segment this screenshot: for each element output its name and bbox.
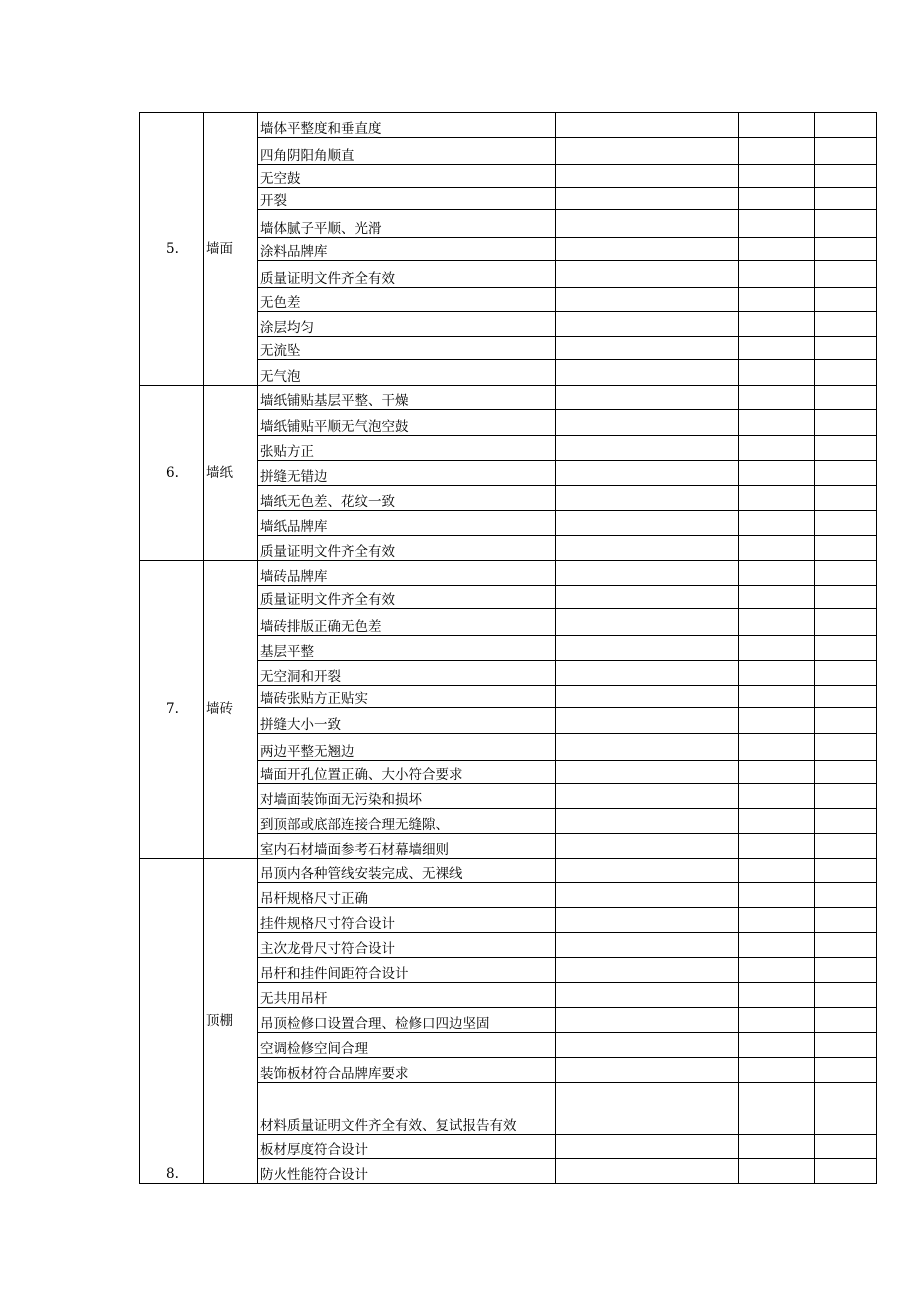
result-cell[interactable]	[556, 238, 739, 261]
check-cell[interactable]	[739, 561, 815, 586]
check-cell[interactable]	[739, 686, 815, 708]
result-cell[interactable]	[556, 461, 739, 486]
inspection-item: 墙纸铺贴基层平整、干燥	[258, 386, 556, 410]
inspection-item: 无流坠	[258, 337, 556, 360]
inspection-item: 无共用吊杆	[258, 983, 556, 1008]
check-cell[interactable]	[739, 113, 815, 138]
result-cell[interactable]	[556, 958, 739, 983]
inspection-item: 无空鼓	[258, 165, 556, 188]
remark-cell[interactable]	[815, 661, 877, 686]
table-row	[140, 859, 877, 883]
check-cell[interactable]	[739, 809, 815, 834]
remark-cell[interactable]	[815, 1159, 877, 1184]
inspection-item: 空调检修空间合理	[258, 1033, 556, 1058]
inspection-item: 质量证明文件齐全有效	[258, 536, 556, 561]
check-cell[interactable]	[739, 238, 815, 261]
section-number: 7.	[140, 561, 204, 859]
remark-cell[interactable]	[815, 761, 877, 784]
result-cell[interactable]	[556, 809, 739, 834]
remark-cell[interactable]	[815, 561, 877, 586]
check-cell[interactable]	[739, 386, 815, 410]
check-cell[interactable]	[739, 360, 815, 386]
result-cell[interactable]	[556, 261, 739, 288]
check-cell[interactable]	[739, 337, 815, 360]
result-cell[interactable]	[556, 486, 739, 511]
inspection-item: 墙纸铺贴平顺无气泡空鼓	[258, 410, 556, 436]
result-cell[interactable]	[556, 312, 739, 337]
remark-cell[interactable]	[815, 210, 877, 238]
check-cell[interactable]	[739, 165, 815, 188]
table-row	[140, 386, 877, 410]
result-cell[interactable]	[556, 784, 739, 809]
result-cell[interactable]	[556, 609, 739, 636]
result-cell[interactable]	[556, 536, 739, 561]
check-cell[interactable]	[739, 511, 815, 536]
remark-cell[interactable]	[815, 1008, 877, 1033]
result-cell[interactable]	[556, 1083, 739, 1135]
check-cell[interactable]	[739, 958, 815, 983]
check-cell[interactable]	[739, 636, 815, 661]
check-cell[interactable]	[739, 288, 815, 312]
result-cell[interactable]	[556, 337, 739, 360]
result-cell[interactable]	[556, 210, 739, 238]
result-cell[interactable]	[556, 636, 739, 661]
inspection-item: 墙砖张贴方正贴实	[258, 686, 556, 708]
check-cell[interactable]	[739, 312, 815, 337]
inspection-item: 室内石材墙面参考石材幕墙细则	[258, 834, 556, 859]
remark-cell[interactable]	[815, 261, 877, 288]
inspection-item: 拼缝大小一致	[258, 708, 556, 734]
check-cell[interactable]	[739, 188, 815, 210]
inspection-item: 拼缝无错边	[258, 461, 556, 486]
result-cell[interactable]	[556, 386, 739, 410]
inspection-item: 挂件规格尺寸符合设计	[258, 908, 556, 933]
result-cell[interactable]	[556, 113, 739, 138]
remark-cell[interactable]	[815, 337, 877, 360]
remark-cell[interactable]	[815, 883, 877, 908]
remark-cell[interactable]	[815, 288, 877, 312]
result-cell[interactable]	[556, 708, 739, 734]
remark-cell[interactable]	[815, 436, 877, 461]
check-cell[interactable]	[739, 761, 815, 784]
remark-cell[interactable]	[815, 165, 877, 188]
result-cell[interactable]	[556, 761, 739, 784]
inspection-item: 开裂	[258, 188, 556, 210]
result-cell[interactable]	[556, 1008, 739, 1033]
remark-cell[interactable]	[815, 784, 877, 809]
inspection-item: 基层平整	[258, 636, 556, 661]
result-cell[interactable]	[556, 436, 739, 461]
check-cell[interactable]	[739, 661, 815, 686]
check-cell[interactable]	[739, 138, 815, 165]
table-row	[140, 561, 877, 586]
inspection-item: 对墙面装饰面无污染和损坏	[258, 784, 556, 809]
inspection-item: 吊顶检修口设置合理、检修口四边坚固	[258, 1008, 556, 1033]
result-cell[interactable]	[556, 1159, 739, 1184]
section-number: 5.	[140, 113, 204, 386]
remark-cell[interactable]	[815, 312, 877, 337]
remark-cell[interactable]	[815, 1033, 877, 1058]
result-cell[interactable]	[556, 165, 739, 188]
remark-cell[interactable]	[815, 734, 877, 761]
check-cell[interactable]	[739, 734, 815, 761]
inspection-item: 四角阴阳角顺直	[258, 138, 556, 165]
section-category: 顶棚	[204, 859, 258, 1184]
check-cell[interactable]	[739, 536, 815, 561]
remark-cell[interactable]	[815, 238, 877, 261]
remark-cell[interactable]	[815, 809, 877, 834]
result-cell[interactable]	[556, 586, 739, 609]
result-cell[interactable]	[556, 1135, 739, 1159]
inspection-item: 墙纸无色差、花纹一致	[258, 486, 556, 511]
result-cell[interactable]	[556, 686, 739, 708]
inspection-item: 吊杆规格尺寸正确	[258, 883, 556, 908]
check-cell[interactable]	[739, 609, 815, 636]
remark-cell[interactable]	[815, 1083, 877, 1135]
result-cell[interactable]	[556, 908, 739, 933]
result-cell[interactable]	[556, 561, 739, 586]
inspection-item: 板材厚度符合设计	[258, 1135, 556, 1159]
inspection-item: 墙砖排版正确无色差	[258, 609, 556, 636]
check-cell[interactable]	[739, 261, 815, 288]
result-cell[interactable]	[556, 734, 739, 761]
inspection-item: 涂料品牌库	[258, 238, 556, 261]
remark-cell[interactable]	[815, 636, 877, 661]
section-number: 6.	[140, 386, 204, 561]
check-cell[interactable]	[739, 1033, 815, 1058]
check-cell[interactable]	[739, 1159, 815, 1184]
remark-cell[interactable]	[815, 834, 877, 859]
check-cell[interactable]	[739, 883, 815, 908]
remark-cell[interactable]	[815, 188, 877, 210]
remark-cell[interactable]	[815, 138, 877, 165]
remark-cell[interactable]	[815, 708, 877, 734]
section-category: 墙纸	[204, 386, 258, 561]
check-cell[interactable]	[739, 933, 815, 958]
inspection-item: 两边平整无翘边	[258, 734, 556, 761]
remark-cell[interactable]	[815, 859, 877, 883]
section-category: 墙砖	[204, 561, 258, 859]
result-cell[interactable]	[556, 288, 739, 312]
result-cell[interactable]	[556, 410, 739, 436]
result-cell[interactable]	[556, 360, 739, 386]
inspection-item: 质量证明文件齐全有效	[258, 261, 556, 288]
remark-cell[interactable]	[815, 1135, 877, 1159]
result-cell[interactable]	[556, 138, 739, 165]
result-cell[interactable]	[556, 983, 739, 1008]
result-cell[interactable]	[556, 1033, 739, 1058]
check-cell[interactable]	[739, 210, 815, 238]
inspection-table-body	[140, 113, 877, 1184]
check-cell[interactable]	[739, 461, 815, 486]
remark-cell[interactable]	[815, 113, 877, 138]
section-category: 墙面	[204, 113, 258, 386]
inspection-item: 材料质量证明文件齐全有效、复试报告有效	[258, 1083, 556, 1135]
check-cell[interactable]	[739, 436, 815, 461]
result-cell[interactable]	[556, 883, 739, 908]
result-cell[interactable]	[556, 661, 739, 686]
remark-cell[interactable]	[815, 536, 877, 561]
remark-cell[interactable]	[815, 1058, 877, 1083]
result-cell[interactable]	[556, 1058, 739, 1083]
remark-cell[interactable]	[815, 983, 877, 1008]
inspection-item: 墙体腻子平顺、光滑	[258, 210, 556, 238]
check-cell[interactable]	[739, 586, 815, 609]
result-cell[interactable]	[556, 511, 739, 536]
inspection-item: 张贴方正	[258, 436, 556, 461]
remark-cell[interactable]	[815, 410, 877, 436]
remark-cell[interactable]	[815, 461, 877, 486]
check-cell[interactable]	[739, 983, 815, 1008]
inspection-item: 吊杆和挂件间距符合设计	[258, 958, 556, 983]
inspection-item: 墙体平整度和垂直度	[258, 113, 556, 138]
check-cell[interactable]	[739, 410, 815, 436]
remark-cell[interactable]	[815, 511, 877, 536]
check-cell[interactable]	[739, 784, 815, 809]
check-cell[interactable]	[739, 908, 815, 933]
inspection-item: 无气泡	[258, 360, 556, 386]
check-cell[interactable]	[739, 1008, 815, 1033]
result-cell[interactable]	[556, 933, 739, 958]
inspection-item: 无色差	[258, 288, 556, 312]
remark-cell[interactable]	[815, 609, 877, 636]
inspection-item: 墙面开孔位置正确、大小符合要求	[258, 761, 556, 784]
remark-cell[interactable]	[815, 486, 877, 511]
remark-cell[interactable]	[815, 686, 877, 708]
check-cell[interactable]	[739, 1083, 815, 1135]
inspection-table	[139, 112, 877, 1184]
inspection-item: 到顶部或底部连接合理无缝隙、	[258, 809, 556, 834]
remark-cell[interactable]	[815, 908, 877, 933]
inspection-item: 墙砖品牌库	[258, 561, 556, 586]
remark-cell[interactable]	[815, 933, 877, 958]
check-cell[interactable]	[739, 1135, 815, 1159]
remark-cell[interactable]	[815, 360, 877, 386]
section-number: 8.	[140, 859, 204, 1184]
inspection-item: 无空洞和开裂	[258, 661, 556, 686]
inspection-item: 主次龙骨尺寸符合设计	[258, 933, 556, 958]
inspection-item: 墙纸品牌库	[258, 511, 556, 536]
result-cell[interactable]	[556, 188, 739, 210]
check-cell[interactable]	[739, 859, 815, 883]
check-cell[interactable]	[739, 834, 815, 859]
remark-cell[interactable]	[815, 958, 877, 983]
check-cell[interactable]	[739, 486, 815, 511]
remark-cell[interactable]	[815, 386, 877, 410]
inspection-item: 防火性能符合设计	[258, 1159, 556, 1184]
check-cell[interactable]	[739, 1058, 815, 1083]
inspection-item: 涂层均匀	[258, 312, 556, 337]
result-cell[interactable]	[556, 859, 739, 883]
inspection-item: 质量证明文件齐全有效	[258, 586, 556, 609]
result-cell[interactable]	[556, 834, 739, 859]
inspection-item: 装饰板材符合品牌库要求	[258, 1058, 556, 1083]
inspection-item: 吊顶内各种管线安装完成、无裸线	[258, 859, 556, 883]
table-row	[140, 113, 877, 138]
remark-cell[interactable]	[815, 586, 877, 609]
check-cell[interactable]	[739, 708, 815, 734]
